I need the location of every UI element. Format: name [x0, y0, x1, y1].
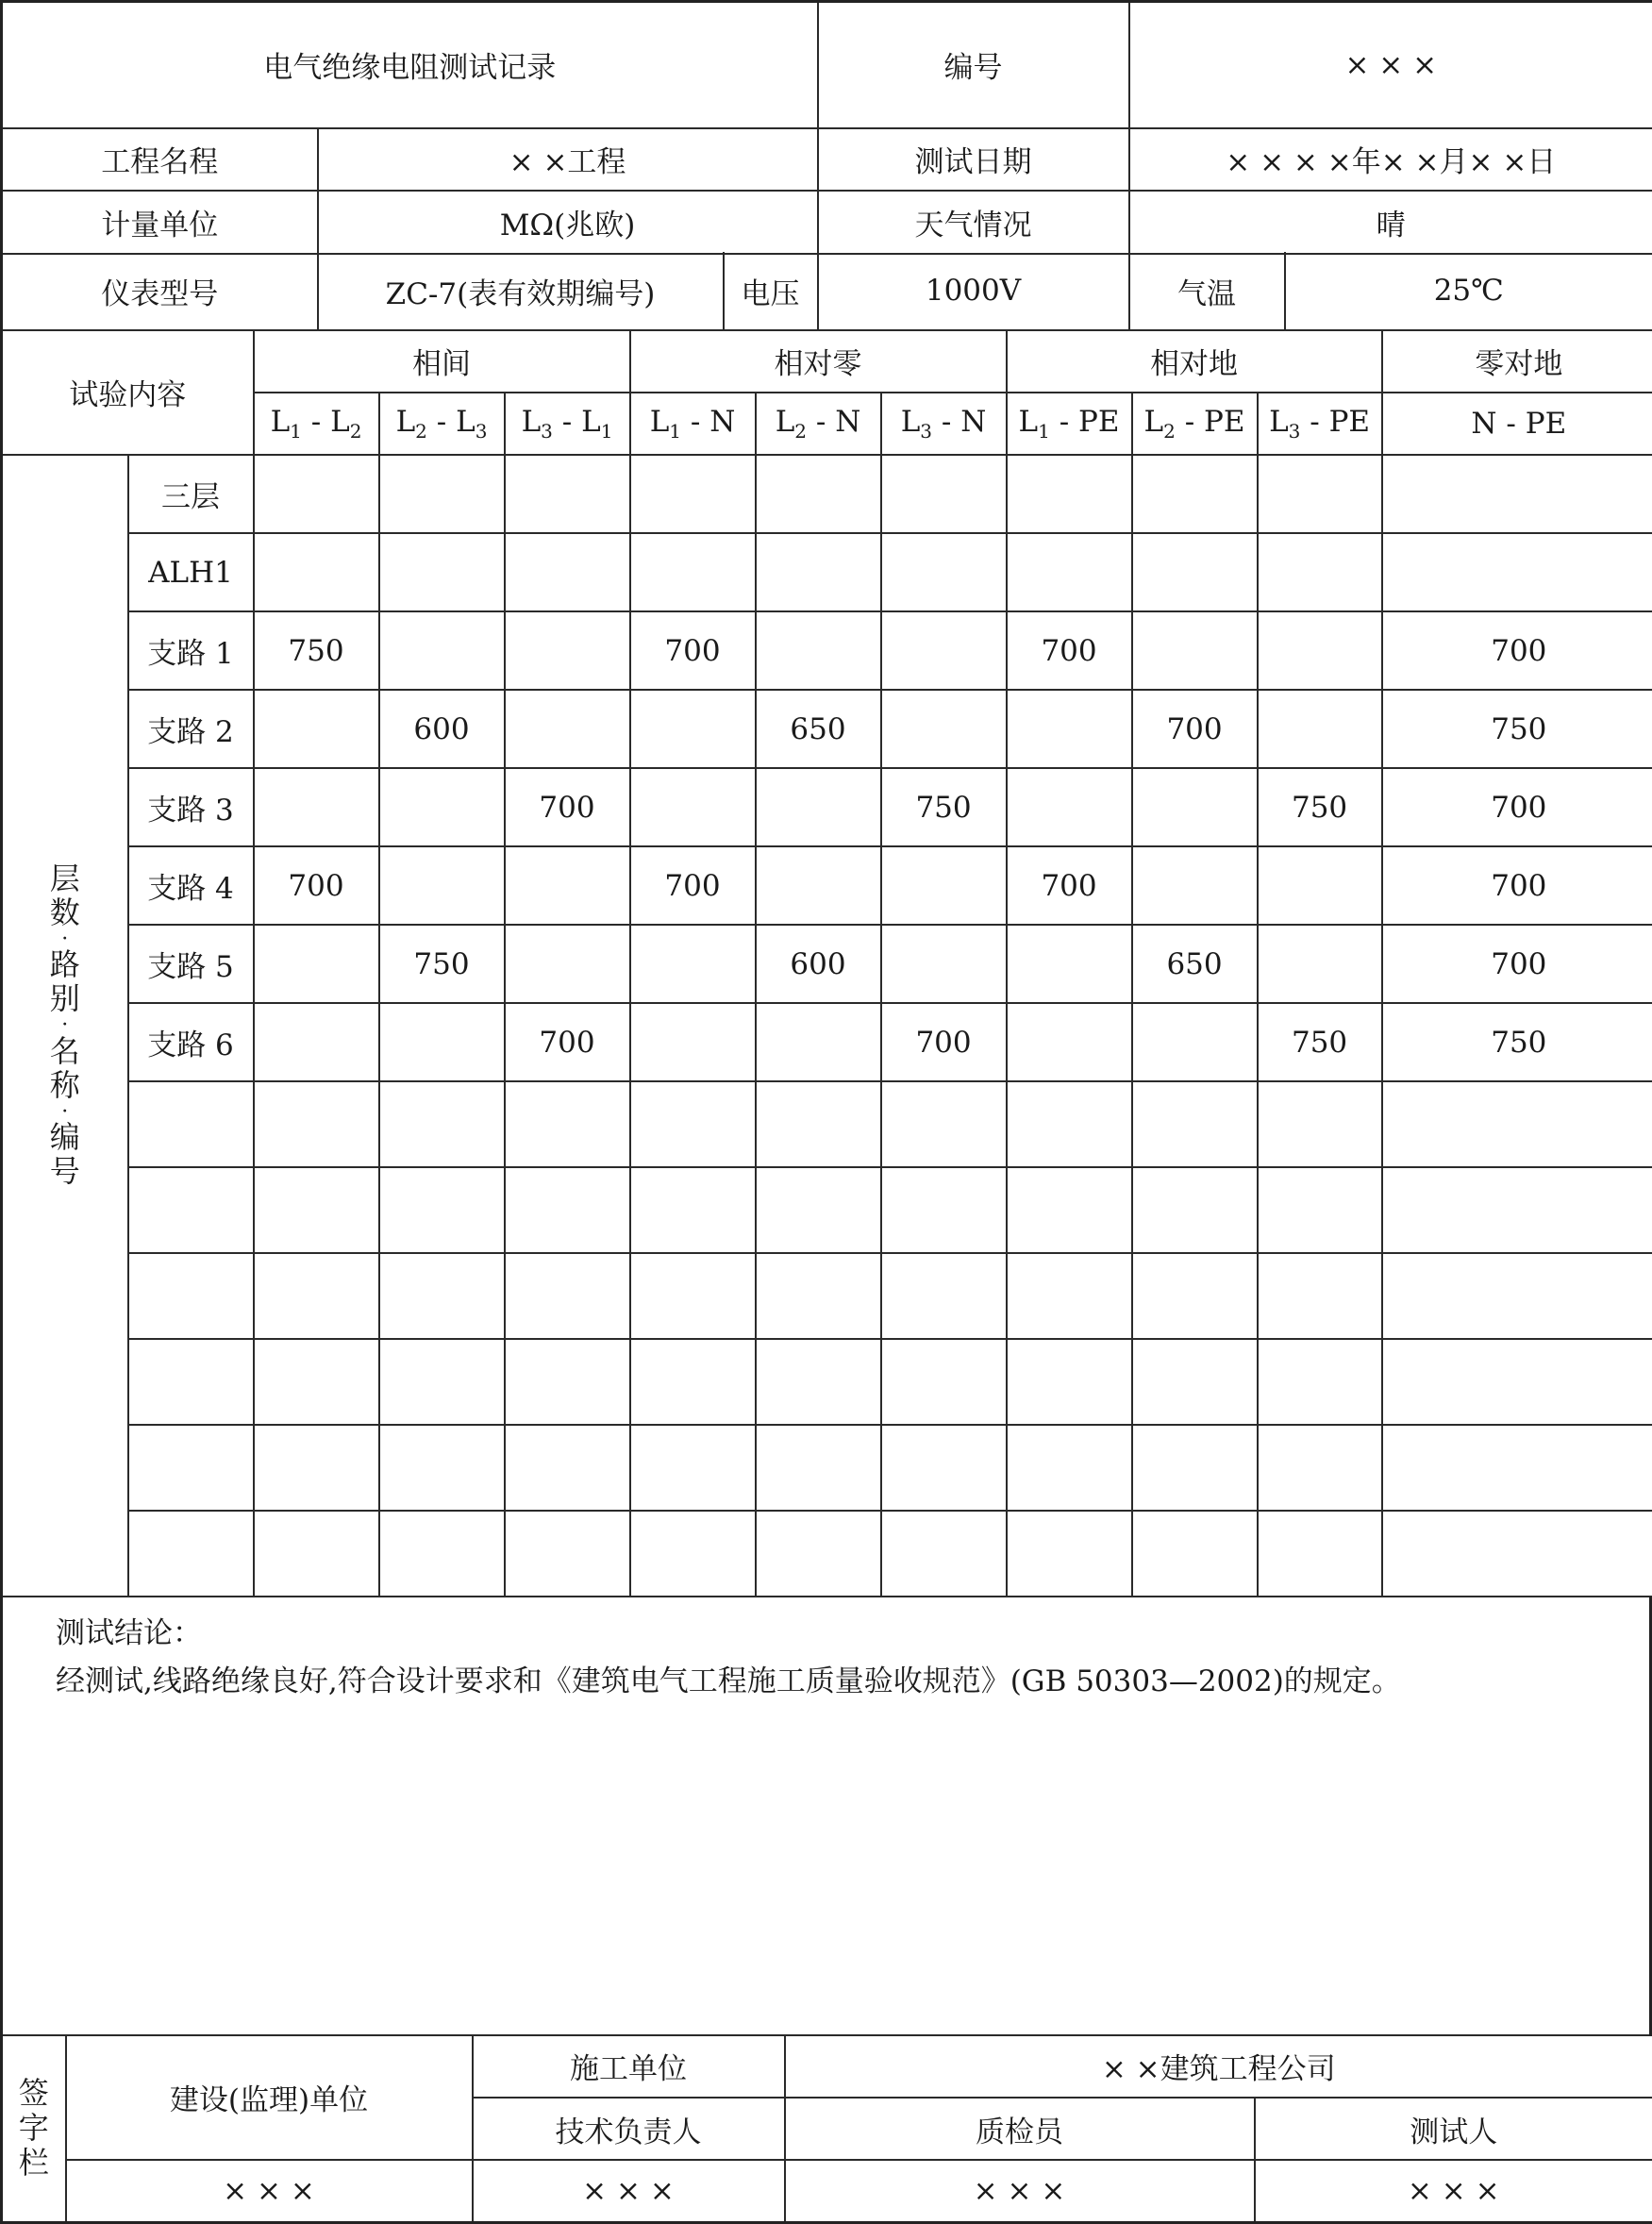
resistance-cell — [254, 1167, 379, 1253]
col-l3-l1: $L_3 - L_1$ — [505, 393, 630, 455]
table-row — [2, 611, 1652, 690]
project-label: 工程名程 — [2, 128, 318, 191]
resistance-cell — [505, 846, 630, 925]
resistance-cell — [1258, 1511, 1382, 1597]
resistance-cell — [1007, 1167, 1132, 1253]
resistance-cell: 650 — [1132, 925, 1258, 1003]
resistance-cell — [254, 1339, 379, 1425]
resistance-cell — [756, 1253, 881, 1339]
resistance-cell — [505, 1511, 630, 1597]
qc-label: 质检员 — [785, 2098, 1255, 2160]
resistance-cell — [505, 690, 630, 768]
resistance-cell — [1007, 1339, 1132, 1425]
resistance-cell — [630, 533, 756, 611]
data-rows — [2, 455, 1652, 1597]
resistance-cell: 750 — [1258, 768, 1382, 846]
col-l1-n: $L_1$ - N — [630, 393, 756, 455]
row-name: 支路 4 — [128, 846, 254, 925]
header-table — [0, 0, 1652, 255]
resistance-cell — [1258, 1253, 1382, 1339]
resistance-cell — [630, 1003, 756, 1081]
resistance-cell — [1382, 1339, 1652, 1425]
resistance-cell — [1007, 1511, 1132, 1597]
resistance-cell — [881, 1339, 1007, 1425]
resistance-cell — [505, 925, 630, 1003]
resistance-cell — [1258, 1339, 1382, 1425]
conclusion-text: 经测试,线路绝缘良好,符合设计要求和《建筑电气工程施工质量验收规范》(GB 50303—2002)的规定。 — [56, 1664, 1401, 1698]
row-name — [128, 1425, 254, 1511]
tech-lead-signature: × × × — [473, 2160, 785, 2222]
col-l2-l3: $L_2 - L_3$ — [379, 393, 505, 455]
resistance-cell — [505, 1167, 630, 1253]
number-label: 编号 — [818, 2, 1129, 128]
resistance-cell — [379, 846, 505, 925]
resistance-cell: 700 — [630, 846, 756, 925]
resistance-cell — [881, 1253, 1007, 1339]
meter-value: ZC-7(表有效期编号) — [318, 252, 724, 330]
test-data-table — [0, 330, 1652, 1597]
resistance-cell — [1007, 1081, 1132, 1167]
resistance-cell — [756, 768, 881, 846]
voltage-label: 电压 — [724, 252, 818, 330]
resistance-cell: 750 — [881, 768, 1007, 846]
resistance-cell — [1258, 925, 1382, 1003]
unit-value: MΩ(兆欧) — [318, 191, 818, 254]
resistance-cell — [756, 1081, 881, 1167]
tech-lead-label: 技术负责人 — [473, 2098, 785, 2160]
resistance-cell — [1258, 533, 1382, 611]
resistance-cell — [1132, 1253, 1258, 1339]
resistance-cell — [379, 1425, 505, 1511]
resistance-cell — [1382, 1511, 1652, 1597]
resistance-cell — [756, 611, 881, 690]
table-row — [2, 1167, 1652, 1253]
resistance-cell — [630, 1081, 756, 1167]
resistance-cell — [254, 768, 379, 846]
table-row — [2, 1081, 1652, 1167]
resistance-cell: 600 — [756, 925, 881, 1003]
row-name — [128, 1167, 254, 1253]
signature-table — [0, 2035, 1652, 2224]
resistance-cell — [756, 846, 881, 925]
resistance-cell — [756, 533, 881, 611]
resistance-cell — [1382, 1167, 1652, 1253]
resistance-cell — [1258, 1167, 1382, 1253]
resistance-cell — [379, 1081, 505, 1167]
test-content-label: 试验内容 — [2, 330, 254, 455]
table-row — [2, 1339, 1652, 1425]
resistance-cell: 600 — [379, 690, 505, 768]
resistance-cell — [1382, 455, 1652, 533]
resistance-cell: 750 — [1382, 690, 1652, 768]
resistance-cell — [1132, 768, 1258, 846]
resistance-cell — [881, 1167, 1007, 1253]
resistance-cell — [881, 846, 1007, 925]
resistance-cell: 650 — [756, 690, 881, 768]
resistance-cell — [1132, 846, 1258, 925]
resistance-cell — [1007, 690, 1132, 768]
resistance-cell — [756, 455, 881, 533]
resistance-cell — [1132, 455, 1258, 533]
resistance-cell — [1007, 1425, 1132, 1511]
resistance-cell — [505, 611, 630, 690]
resistance-cell: 700 — [1007, 846, 1132, 925]
resistance-cell — [254, 1511, 379, 1597]
resistance-cell — [505, 1425, 630, 1511]
resistance-cell — [1132, 1003, 1258, 1081]
resistance-cell — [881, 925, 1007, 1003]
resistance-cell: 700 — [254, 846, 379, 925]
resistance-cell — [630, 925, 756, 1003]
resistance-cell — [1132, 533, 1258, 611]
resistance-cell: 700 — [1382, 925, 1652, 1003]
resistance-cell — [379, 1511, 505, 1597]
signature-side-label: 签 字 栏 — [2, 2035, 66, 2222]
resistance-cell — [1132, 1081, 1258, 1167]
resistance-cell — [1382, 1253, 1652, 1339]
resistance-cell: 750 — [379, 925, 505, 1003]
col-l3-n: $L_3$ - N — [881, 393, 1007, 455]
resistance-cell — [254, 455, 379, 533]
voltage-value: 1000V — [818, 252, 1129, 330]
resistance-cell — [379, 1339, 505, 1425]
test-date-value: × × × ×年× ×月× ×日 — [1129, 128, 1652, 191]
table-row — [2, 768, 1652, 846]
row-name — [128, 1339, 254, 1425]
table-row — [2, 1003, 1652, 1081]
col-l2-pe: $L_2$ - PE — [1132, 393, 1258, 455]
resistance-cell — [1132, 611, 1258, 690]
group-neutral-ground: 零对地 — [1382, 330, 1652, 393]
row-name: ALH1 — [128, 533, 254, 611]
resistance-cell — [1258, 690, 1382, 768]
table-row — [2, 1425, 1652, 1511]
resistance-cell — [881, 1511, 1007, 1597]
resistance-cell — [630, 455, 756, 533]
resistance-cell — [1258, 1081, 1382, 1167]
resistance-cell — [254, 1425, 379, 1511]
resistance-cell — [630, 1339, 756, 1425]
resistance-cell: 700 — [881, 1003, 1007, 1081]
resistance-cell — [1007, 455, 1132, 533]
resistance-cell — [1007, 1253, 1132, 1339]
resistance-cell — [1007, 925, 1132, 1003]
row-name: 三层 — [128, 455, 254, 533]
table-row — [2, 925, 1652, 1003]
number-value: × × × — [1129, 2, 1652, 128]
resistance-cell: 750 — [254, 611, 379, 690]
col-n-pe: N - PE — [1382, 393, 1652, 455]
resistance-cell — [1007, 533, 1132, 611]
resistance-cell — [379, 1167, 505, 1253]
resistance-cell — [1132, 1425, 1258, 1511]
table-row — [2, 1511, 1652, 1597]
resistance-cell — [881, 455, 1007, 533]
row-name — [128, 1081, 254, 1167]
contractor-label: 施工单位 — [473, 2035, 785, 2098]
resistance-cell: 750 — [1258, 1003, 1382, 1081]
resistance-cell — [1382, 533, 1652, 611]
col-l2-n: $L_2$ - N — [756, 393, 881, 455]
resistance-cell — [505, 455, 630, 533]
resistance-cell — [756, 1003, 881, 1081]
row-group-label: 层 数 · 路 别 · 名 称 · 编 号 — [2, 455, 128, 1597]
resistance-cell — [505, 1253, 630, 1339]
resistance-cell: 700 — [1382, 846, 1652, 925]
resistance-cell: 750 — [1382, 1003, 1652, 1081]
weather-label: 天气情况 — [818, 191, 1129, 254]
resistance-cell — [505, 1339, 630, 1425]
resistance-cell — [1258, 1425, 1382, 1511]
resistance-cell — [881, 690, 1007, 768]
table-row — [2, 533, 1652, 611]
form-title: 电气绝缘电阻测试记录 — [2, 2, 818, 128]
row-name: 支路 3 — [128, 768, 254, 846]
resistance-cell — [630, 1253, 756, 1339]
resistance-cell — [379, 768, 505, 846]
resistance-cell — [254, 1253, 379, 1339]
resistance-cell — [1007, 1003, 1132, 1081]
table-row — [2, 846, 1652, 925]
table-row — [2, 455, 1652, 533]
resistance-cell: 700 — [505, 1003, 630, 1081]
resistance-cell — [1132, 1167, 1258, 1253]
resistance-cell — [1382, 1425, 1652, 1511]
resistance-cell — [756, 1339, 881, 1425]
resistance-cell — [1258, 846, 1382, 925]
resistance-cell — [254, 1081, 379, 1167]
temperature-value: 25℃ — [1285, 252, 1652, 330]
resistance-cell — [254, 690, 379, 768]
row-name: 支路 1 — [128, 611, 254, 690]
resistance-cell: 700 — [1382, 768, 1652, 846]
resistance-cell — [1132, 1511, 1258, 1597]
row-name: 支路 6 — [128, 1003, 254, 1081]
resistance-cell — [881, 533, 1007, 611]
resistance-cell: 700 — [630, 611, 756, 690]
resistance-cell: 700 — [1007, 611, 1132, 690]
resistance-cell — [630, 1425, 756, 1511]
row-name — [128, 1253, 254, 1339]
contractor-value: × ×建筑工程公司 — [785, 2035, 1652, 2098]
resistance-cell — [630, 768, 756, 846]
project-value: × ×工程 — [318, 128, 818, 191]
resistance-cell — [756, 1511, 881, 1597]
col-l1-l2: $L_1 - L_2$ — [254, 393, 379, 455]
resistance-cell — [379, 533, 505, 611]
meter-label: 仪表型号 — [2, 252, 318, 330]
tester-label: 测试人 — [1255, 2098, 1652, 2160]
group-phase-phase: 相间 — [254, 330, 630, 393]
row-name — [128, 1511, 254, 1597]
resistance-cell — [630, 690, 756, 768]
conclusion-cell — [2, 1597, 1651, 2035]
table-row — [2, 1253, 1652, 1339]
resistance-cell — [630, 1511, 756, 1597]
row-name: 支路 2 — [128, 690, 254, 768]
resistance-cell: 700 — [505, 768, 630, 846]
resistance-cell — [505, 1081, 630, 1167]
resistance-cell — [254, 533, 379, 611]
resistance-cell — [254, 925, 379, 1003]
row-name: 支路 5 — [128, 925, 254, 1003]
conclusion-label: 测试结论： — [56, 1616, 202, 1650]
resistance-cell — [881, 1425, 1007, 1511]
conclusion-table — [0, 1597, 1652, 2036]
resistance-cell — [1007, 768, 1132, 846]
meter-row — [0, 252, 1652, 331]
resistance-cell — [881, 1081, 1007, 1167]
col-l3-pe: $L_3$ - PE — [1258, 393, 1382, 455]
resistance-cell — [1258, 611, 1382, 690]
resistance-cell — [756, 1167, 881, 1253]
resistance-cell — [881, 611, 1007, 690]
resistance-cell — [379, 1003, 505, 1081]
resistance-cell — [1258, 455, 1382, 533]
temperature-label: 气温 — [1129, 252, 1285, 330]
group-phase-ground: 相对地 — [1007, 330, 1382, 393]
unit-label: 计量单位 — [2, 191, 318, 254]
weather-value: 晴 — [1129, 191, 1652, 254]
resistance-cell — [379, 1253, 505, 1339]
resistance-cell — [1382, 1081, 1652, 1167]
test-date-label: 测试日期 — [818, 128, 1129, 191]
owner-label: 建设(监理)单位 — [66, 2035, 473, 2160]
col-l1-pe: $L_1$ - PE — [1007, 393, 1132, 455]
resistance-cell — [630, 1167, 756, 1253]
table-row — [2, 690, 1652, 768]
tester-signature: × × × — [1255, 2160, 1652, 2222]
qc-signature: × × × — [785, 2160, 1255, 2222]
resistance-cell — [254, 1003, 379, 1081]
resistance-cell: 700 — [1382, 611, 1652, 690]
owner-signature: × × × — [66, 2160, 473, 2222]
resistance-cell — [505, 533, 630, 611]
resistance-cell — [379, 455, 505, 533]
resistance-cell — [379, 611, 505, 690]
resistance-cell — [1132, 1339, 1258, 1425]
resistance-cell — [756, 1425, 881, 1511]
resistance-cell: 700 — [1132, 690, 1258, 768]
group-phase-neutral: 相对零 — [630, 330, 1007, 393]
